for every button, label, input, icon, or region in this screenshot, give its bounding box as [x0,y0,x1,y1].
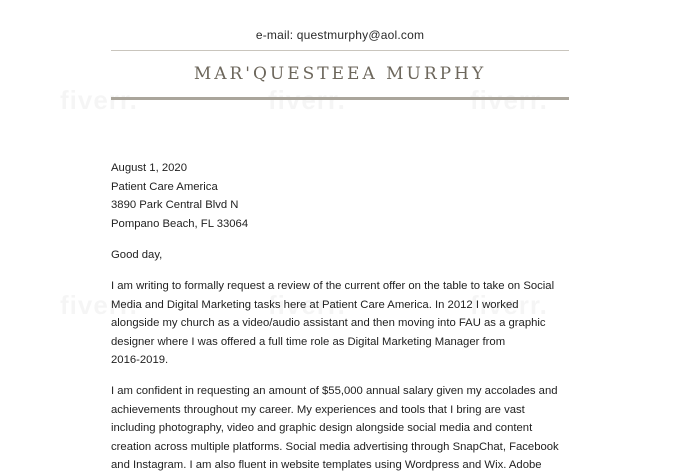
paragraph-line: 2016-2019. [111,354,169,367]
paragraph-line: I am writing to formally request a review of the current offer on the table to take on Social [111,279,555,292]
watermark-logo [60,85,138,116]
watermark-logo [268,85,346,116]
letter-date: August 1, 2020 [111,162,188,174]
recipient-company: Patient Care America [111,180,218,193]
recipient-city: Pompano Beach, FL 33064 [111,217,249,230]
paragraph-line: including photography, video and graphic design alongside social media and content [111,422,533,435]
paragraph-2 [111,382,576,475]
paragraph-line: Media and Digital Marketing tasks here at Patient Care America. In 2012 I worked [111,298,519,311]
paragraph-line: alongside my church as a video/audio assistant and then moving into FAU as a graphic [111,317,546,330]
paragraph-line: creation across multiple platforms. Social media advertising through SnapChat, Facebook [111,440,559,453]
contact-email: e-mail: questmurphy@aol.com [255,28,425,42]
paragraph-line: and Instagram. I am also fluent in website templates using Wordpress and Wix. Adobe [111,459,542,472]
greeting: Good day, [111,249,163,262]
address-block [111,159,576,233]
letter-body [111,159,576,475]
paragraph-line: I am confident in requesting an amount of $55,000 annual salary given my accolades and [111,384,558,397]
header-divider-thick [111,97,569,100]
paragraph-line: designer where I was offered a full time role as Digital Marketing Manager from [111,335,506,348]
header-divider-thin [111,50,569,51]
paragraph-line: achievements throughout my career. My experiences and tools that I bring are vast [111,403,525,416]
recipient-street: 3890 Park Central Blvd N [111,199,239,212]
paragraph-1 [111,277,576,370]
watermark-logo [470,85,548,116]
author-name: MAR'QUESTEEA MURPHY [193,64,487,84]
